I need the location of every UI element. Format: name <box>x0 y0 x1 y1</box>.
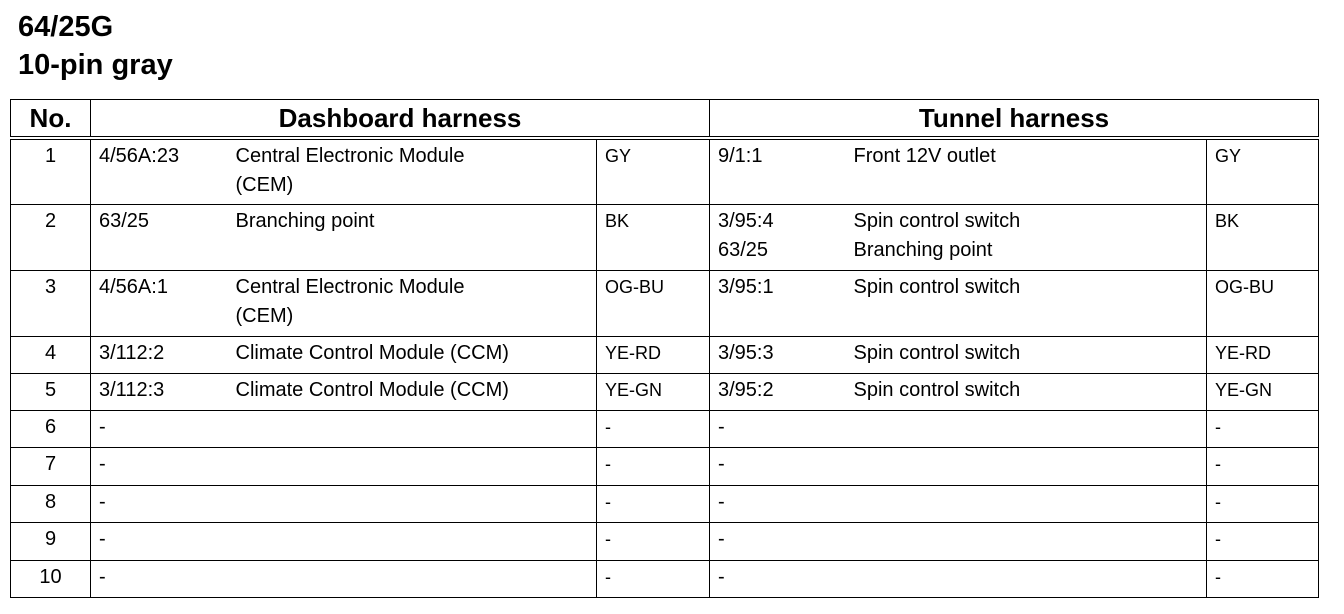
tunnel-wire-color: BK <box>1207 204 1319 270</box>
tunnel-description <box>846 560 1207 597</box>
dashboard-code <box>91 485 228 522</box>
dashboard-wire-color: - <box>597 410 710 447</box>
pin-number: 10 <box>11 560 91 597</box>
tunnel-wire-color: - <box>1207 410 1319 447</box>
tunnel-code-line: - <box>718 415 725 438</box>
header-tunnel-harness: Tunnel harness <box>710 100 1319 139</box>
connector-title <box>18 8 173 84</box>
dashboard-code-line: - <box>99 415 106 438</box>
dashboard-description-line: Climate Control Module (CCM) <box>235 378 509 401</box>
tunnel-description <box>846 373 1207 410</box>
dashboard-description <box>228 373 597 410</box>
dashboard-code-line: 4/56A:1 <box>99 275 168 298</box>
tunnel-code-line: - <box>718 490 725 513</box>
dashboard-code-line: 63/25 <box>99 209 150 232</box>
tunnel-code <box>710 485 846 522</box>
dashboard-code-line: 3/112:2 <box>99 341 165 364</box>
connector-id: 64/25G <box>18 11 114 43</box>
dashboard-code-line: - <box>99 565 106 588</box>
tunnel-description <box>846 204 1207 270</box>
table-row <box>11 447 1319 485</box>
pin-number: 7 <box>11 447 91 485</box>
table-row <box>11 336 1319 373</box>
tunnel-description-line: Front 12V outlet <box>853 145 996 167</box>
pin-number: 9 <box>11 522 91 560</box>
dashboard-wire-color: GY <box>597 138 710 204</box>
tunnel-description <box>846 410 1207 447</box>
table-row <box>11 522 1319 560</box>
tunnel-code <box>710 204 846 270</box>
connector-description: 10-pin gray <box>18 49 173 81</box>
dashboard-description-line: (CEM) <box>235 174 294 196</box>
dashboard-description <box>228 410 597 447</box>
dashboard-description <box>228 204 597 270</box>
header-no: No. <box>11 100 91 139</box>
dashboard-description-line: Central Electronic Module <box>235 145 465 167</box>
dashboard-description <box>228 138 597 204</box>
dashboard-description <box>228 522 597 560</box>
tunnel-description-line: Branching point <box>853 238 993 261</box>
tunnel-code <box>710 336 846 373</box>
tunnel-code <box>710 138 846 204</box>
dashboard-description-line: Central Electronic Module <box>235 275 465 298</box>
header-dashboard-harness: Dashboard harness <box>91 100 710 139</box>
table-row <box>11 560 1319 597</box>
tunnel-code-line: 3/95:4 <box>718 209 774 232</box>
dashboard-code-line: 4/56A:23 <box>99 145 180 167</box>
tunnel-description-line: Spin control switch <box>853 275 1021 298</box>
tunnel-description-line: Spin control switch <box>853 209 1021 232</box>
dashboard-code <box>91 336 228 373</box>
pin-table <box>10 99 1319 598</box>
tunnel-description-line: Spin control switch <box>853 341 1021 364</box>
tunnel-code <box>710 410 846 447</box>
tunnel-description <box>846 138 1207 204</box>
dashboard-code <box>91 138 228 204</box>
pin-number: 8 <box>11 485 91 522</box>
dashboard-description <box>228 485 597 522</box>
dashboard-code <box>91 410 228 447</box>
table-row <box>11 373 1319 410</box>
tunnel-code-line: - <box>718 565 725 588</box>
table-row <box>11 270 1319 336</box>
tunnel-wire-color: OG-BU <box>1207 270 1319 336</box>
pin-number: 1 <box>11 138 91 204</box>
tunnel-description <box>846 522 1207 560</box>
tunnel-code-line: 9/1:1 <box>718 145 763 167</box>
dashboard-description-line: Climate Control Module (CCM) <box>235 341 509 364</box>
dashboard-description <box>228 560 597 597</box>
table-row <box>11 485 1319 522</box>
tunnel-code-line: 63/25 <box>718 238 769 261</box>
tunnel-wire-color: GY <box>1207 138 1319 204</box>
dashboard-code <box>91 560 228 597</box>
dashboard-description <box>228 447 597 485</box>
tunnel-code <box>710 522 846 560</box>
dashboard-code-line: - <box>99 490 106 513</box>
pin-number: 4 <box>11 336 91 373</box>
dashboard-code <box>91 522 228 560</box>
tunnel-wire-color: YE-GN <box>1207 373 1319 410</box>
dashboard-wire-color: - <box>597 447 710 485</box>
pin-number: 3 <box>11 270 91 336</box>
dashboard-wire-color: BK <box>597 204 710 270</box>
tunnel-code-line: - <box>718 527 725 550</box>
tunnel-code <box>710 270 846 336</box>
dashboard-description <box>228 270 597 336</box>
dashboard-code <box>91 270 228 336</box>
dashboard-wire-color: - <box>597 522 710 560</box>
tunnel-code <box>710 373 846 410</box>
dashboard-code <box>91 373 228 410</box>
dashboard-code-line: - <box>99 452 106 475</box>
pin-number: 2 <box>11 204 91 270</box>
pin-number: 5 <box>11 373 91 410</box>
tunnel-wire-color: - <box>1207 485 1319 522</box>
dashboard-wire-color: - <box>597 560 710 597</box>
tunnel-wire-color: YE-RD <box>1207 336 1319 373</box>
table-row <box>11 204 1319 270</box>
tunnel-description <box>846 447 1207 485</box>
header-row <box>11 100 1319 139</box>
dashboard-wire-color: YE-GN <box>597 373 710 410</box>
tunnel-wire-color: - <box>1207 447 1319 485</box>
dashboard-description-line: Branching point <box>235 209 375 232</box>
tunnel-code-line: 3/95:3 <box>718 341 774 364</box>
tunnel-code-line: - <box>718 452 725 475</box>
dashboard-wire-color: - <box>597 485 710 522</box>
tunnel-wire-color: - <box>1207 522 1319 560</box>
dashboard-code <box>91 447 228 485</box>
dashboard-wire-color: YE-RD <box>597 336 710 373</box>
tunnel-code <box>710 560 846 597</box>
tunnel-code <box>710 447 846 485</box>
tunnel-description-line: Spin control switch <box>853 378 1021 401</box>
tunnel-description <box>846 485 1207 522</box>
table-row <box>11 138 1319 204</box>
dashboard-code-line: 3/112:3 <box>99 378 165 401</box>
tunnel-description <box>846 270 1207 336</box>
tunnel-code-line: 3/95:2 <box>718 378 774 401</box>
dashboard-wire-color: OG-BU <box>597 270 710 336</box>
dashboard-code-line: - <box>99 527 106 550</box>
dashboard-code <box>91 204 228 270</box>
table-row <box>11 410 1319 447</box>
tunnel-wire-color: - <box>1207 560 1319 597</box>
dashboard-description-line: (CEM) <box>235 304 294 327</box>
dashboard-description <box>228 336 597 373</box>
tunnel-description <box>846 336 1207 373</box>
pin-number: 6 <box>11 410 91 447</box>
tunnel-code-line: 3/95:1 <box>718 275 774 298</box>
